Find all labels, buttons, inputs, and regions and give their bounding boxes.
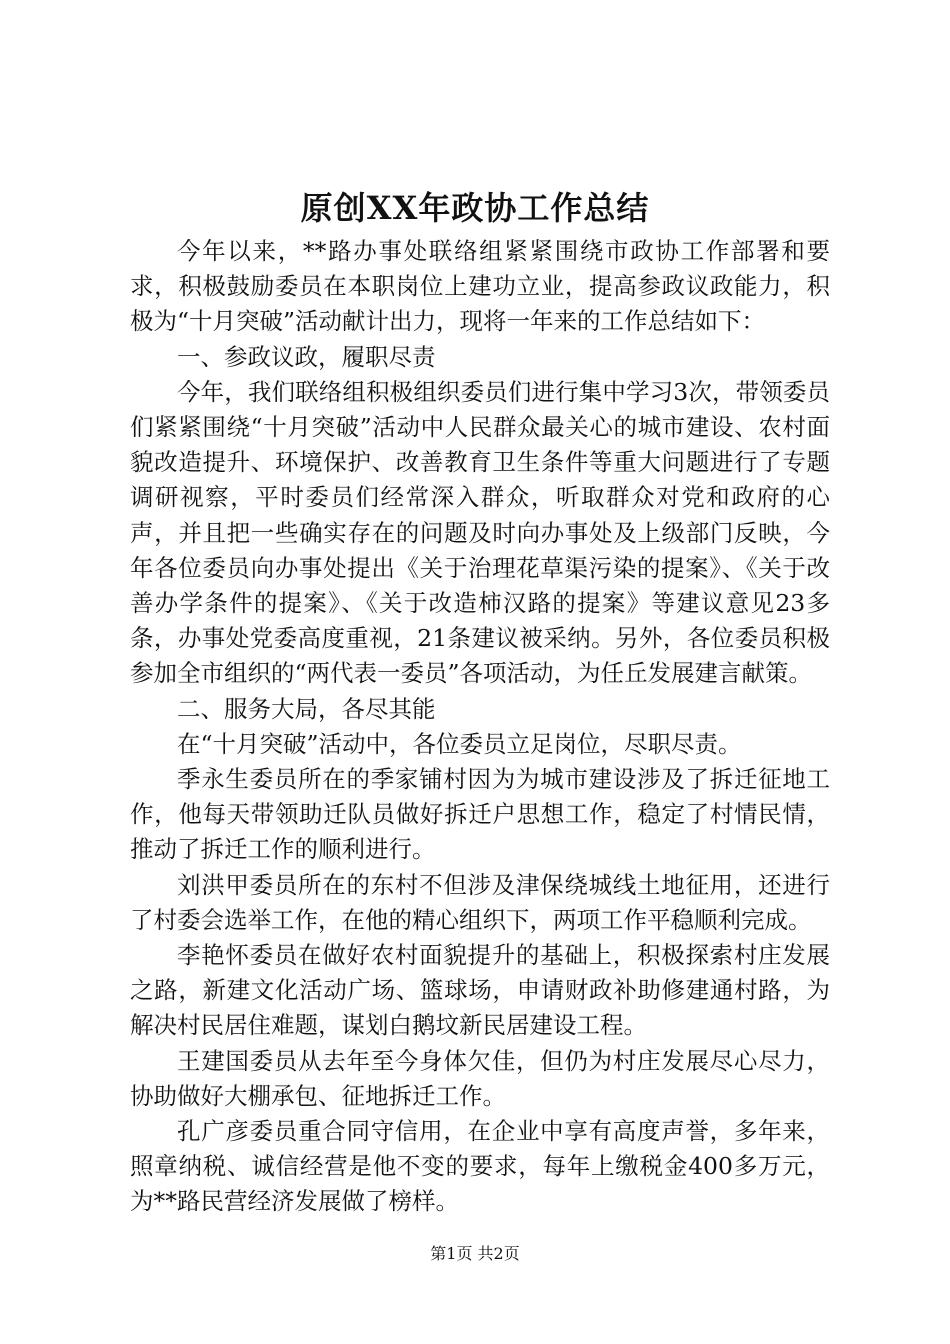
- document-body: [130, 234, 830, 1220]
- paragraph-intro: 今年以来，**路办事处联络组紧紧围绕市政协工作部署和要求，积极鼓励委员在本职岗位上建功立业，提高参政议政能力，积极为“十月突破”活动献计出力，现将一年来的工作总结如下：: [130, 237, 830, 336]
- page-title: 原创XX年政协工作总结: [300, 189, 650, 227]
- section-heading-1: 一、参政议政，履职尽责: [177, 342, 436, 371]
- paragraph-member-2: 刘洪甲委员所在的东村不但涉及津保绕城线土地征用，还进行了村委会选举工作，在他的精心组织下，两项工作平稳顺利完成。: [130, 870, 830, 934]
- paragraph-section-1: 今年，我们联络组积极组织委员们进行集中学习3次，带领委员们紧紧围绕“十月突破”活动中人民群众最关心的城市建设、农村面貌改造提升、环境保护、改善教育卫生条件等重大问题进行了专题调研视察，平时委员们经常深入群众，听取群众对党和政府的心声，并且把一些确实存在的问题及时向办事处及上级部门反映，今年各位委员向办事处提出《关于治理花草渠污染的提案》、《关于改善办学条件的提案》、《关于改造柿汉路的提案》等建议意见23多条，办事处党委高度重视，21条建议被采纳。另外，各位委员积极参加全市组织的“两代表一委员”各项活动，为任丘发展建言献策。: [130, 377, 830, 688]
- paragraph-member-1: 季永生委员所在的季家铺村因为为城市建设涉及了拆迁征地工作，他每天带领助迁队员做好拆迁户思想工作，稳定了村情民情，推动了拆迁工作的顺利进行。: [130, 765, 830, 864]
- section-heading-2: 二、服务大局，各尽其能: [177, 694, 436, 723]
- paragraph-member-4: 王建国委员从去年至今身体欠佳，但仍为村庄发展尽心尽力，协助做好大棚承包、征地拆迁工作。: [130, 1046, 830, 1110]
- paragraph-section-2-intro: 在“十月突破”活动中，各位委员立足岗位，尽职尽责。: [177, 729, 742, 758]
- paragraph-member-3: 李艳怀委员在做好农村面貌提升的基础上，积极探索村庄发展之路，新建文化活动广场、篮球场，申请财政补助修建通村路，为解决村民居住难题，谋划白鹅坟新民居建设工程。: [130, 941, 830, 1040]
- paragraph-member-5: 孔广彦委员重合同守信用，在企业中享有高度声誉，多年来，照章纳税、诚信经营是他不变的要求，每年上缴税金400多万元，为**路民营经济发展做了榜样。: [130, 1117, 830, 1216]
- page-footer: 第1页 共2页: [430, 1244, 520, 1263]
